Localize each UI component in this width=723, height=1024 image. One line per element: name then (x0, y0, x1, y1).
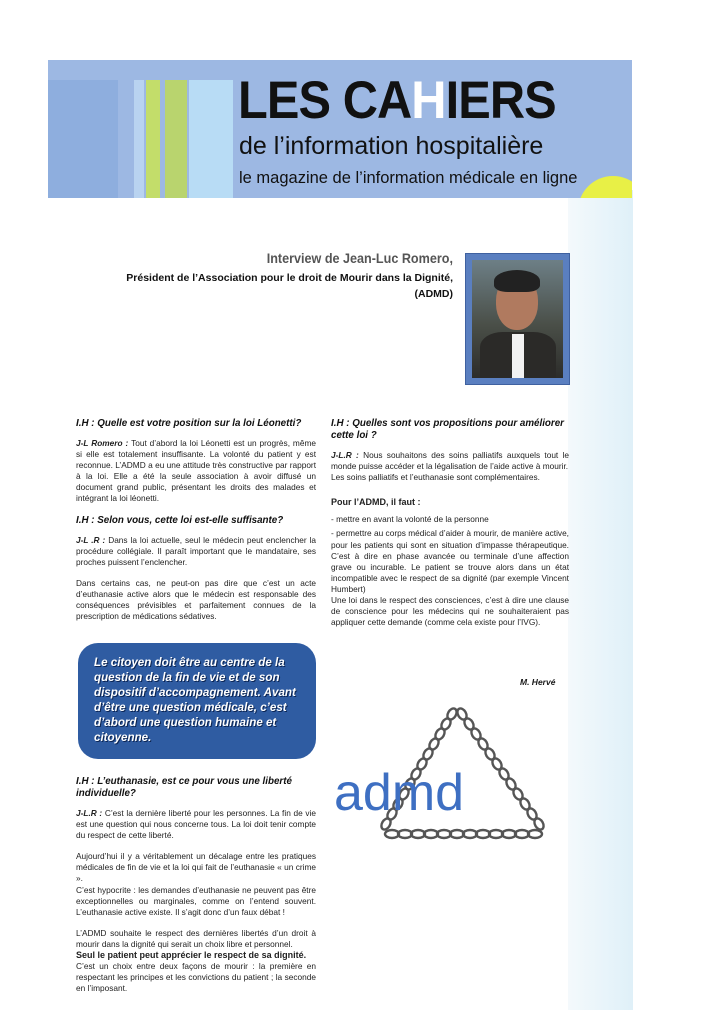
decorative-side-strip (568, 190, 633, 1010)
list-item: - mettre en avant la volonté de la personne (331, 514, 489, 525)
list-item: - permettre au corps médical d’aider à mourir, de manière active, pour les patients qui sont en situation d’impasse thérapeutique. C’est à dire en phase avancée ou terminale d’une affection grave ou incurable. Le patient se trouve alors dans un état incompatible avec le respect de sa dignité (par exemple Vincent Humbert) (331, 528, 569, 594)
article-column-left (76, 418, 316, 632)
portrait-photo (465, 253, 570, 385)
banner-sun-shape (578, 176, 632, 198)
answer-paragraph: J-L.R : C’est la dernière liberté pour les personnes. La fin de vie est une question qui nous concerne tous. La loi doit tenir compte du respect de cette liberté. (76, 808, 316, 841)
answer-paragraph: J-L .R : Dans la loi actuelle, seul le médecin peut enclencher la procédure collégiale. Il paraît important que le mandataire, ses proches puissent l’enclencher. (76, 534, 316, 567)
magazine-tagline: le magazine de l’information médicale en ligne (239, 169, 578, 187)
magazine-banner (48, 60, 632, 198)
answer-paragraph: J-L Romero : Tout d’abord la loi Léonetti est un progrès, même si elle est totalement insuffisante. La volonté du patient y est reconnue. L’ADMD a eu une attitude très constructive par rapport à la loi. Elle a été la seule association à avoir diffusé un document grand public, présentant les droits des malades et intégrant la loi léonetti. (76, 438, 316, 504)
banner-stripe (189, 80, 233, 198)
logo-text: admd (334, 764, 465, 822)
banner-block (48, 80, 118, 198)
question-heading: I.H : Selon vous, cette loi est-elle suffisante? (76, 514, 284, 526)
article-column-bottom (76, 776, 316, 1004)
answer-paragraph: J-L.R : Nous souhaitons des soins palliatifs auxquels tout le monde puisse accéder et la légalisation de l’aide active à mourir. (331, 450, 569, 472)
banner-stripe (146, 80, 160, 198)
banner-stripe (134, 80, 144, 198)
answer-paragraph: C’est un choix entre deux façons de mourir : la première en respectant les principes et les convictions du patient ; la seconde en l’imposant. (76, 961, 316, 994)
question-heading: I.H : Quelles sont vos propositions pour améliorer cette loi ? (331, 418, 564, 441)
magazine-title: LES CAHIERS (238, 71, 556, 130)
magazine-subtitle: de l’information hospitalière (239, 132, 544, 160)
interview-title: Interview de Jean-Luc Romero, (266, 250, 453, 266)
author-signature: M. Hervé (520, 677, 556, 687)
answer-paragraph: Dans certains cas, ne peut-on pas dire que c’est un acte d’euthanasie active alors que le médecin est responsable des conséquences prévisibles et parfaitement connues de la prescription de médications sédatives. (76, 577, 316, 622)
answer-paragraph: Aujourd’hui il y a véritablement un décalage entre les pratiques médicales de fin de vie et la loi qui fait de l’euthanasie « un crime ». (76, 851, 316, 884)
question-heading: I.H : Quelle est votre position sur la loi Léonetti? (76, 418, 302, 429)
list-title: Pour l’ADMD, il faut : (331, 497, 421, 508)
banner-stripe (165, 80, 187, 198)
pull-quote: Le citoyen doit être au centre de la question de la fin de vie et de son dispositif d’accompagnement. Avant d’être une question médicale, c’est d’abord une question humaine et citoyenne. (78, 643, 316, 759)
list-item: Une loi dans le respect des consciences, c’est à dire une clause de conscience pour les médecins qui ne souhaiteraient pas appliquer cette demande (comme cela existe pour l’IVG). (331, 595, 569, 628)
admd-logo (330, 700, 580, 850)
question-heading: I.H : L’euthanasie, est ce pour vous une liberté individuelle? (76, 776, 292, 799)
answer-paragraph: Les soins palliatifs et l’euthanasie sont complémentaires. (331, 472, 540, 483)
emphasis-paragraph: Seul le patient peut apprécier le respect de sa dignité. (76, 950, 307, 961)
article-column-right (331, 418, 569, 638)
answer-paragraph: C’est hypocrite : les demandes d’euthanasie ne peuvent pas être exceptionnelles ou marginales, comme on l’entend souvent. L’euthanasie active existe. Il s’agit donc d’un faux débat ! (76, 884, 316, 917)
interview-role: Président de l’Association pour le droit de Mourir dans la Dignité, (ADMD) (126, 272, 453, 301)
answer-paragraph: L’ADMD souhaite le respect des dernières libertés d’un droit à mourir dans la dignité qui serait un choix libre et personnel. (76, 927, 316, 949)
